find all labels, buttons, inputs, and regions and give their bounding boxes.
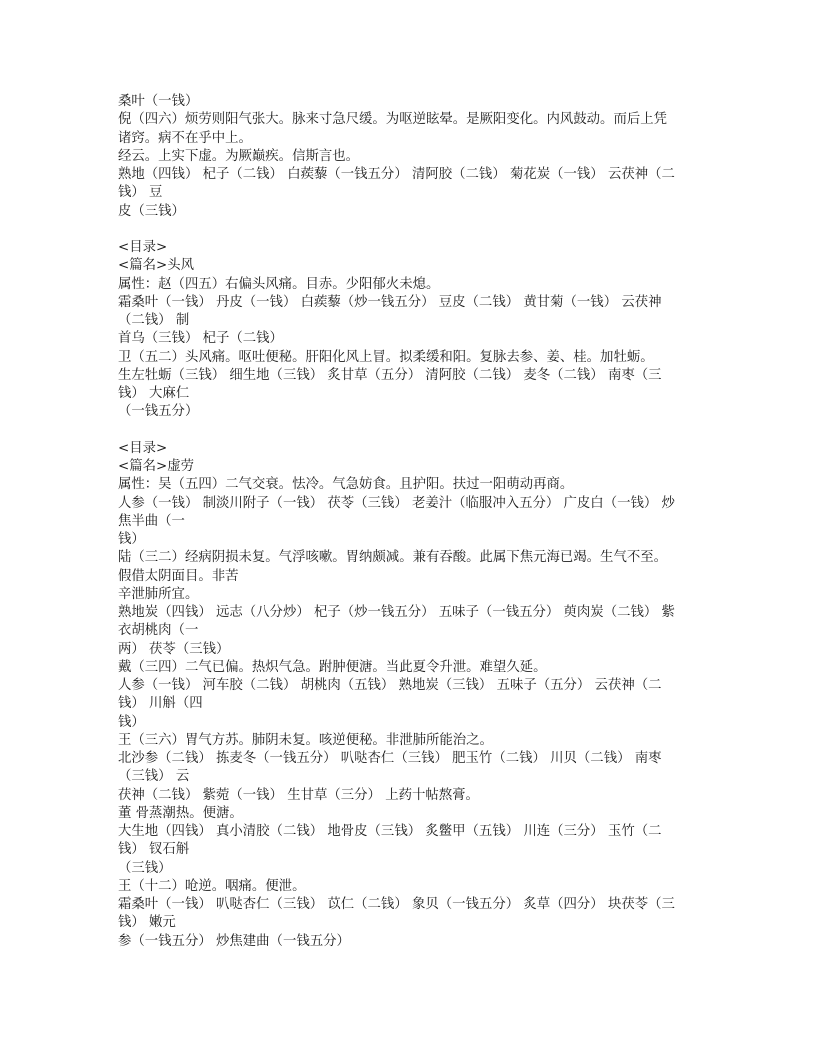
text-line: 倪（四六）烦劳则阳气张大。脉来寸急尺缓。为呕逆眩晕。是厥阳变化。内风鼓动。而后上凭 bbox=[118, 112, 668, 128]
text-line: （三钱） 云 bbox=[118, 769, 190, 785]
text-line: 钱） 大麻仁 bbox=[118, 386, 190, 401]
text-line: 钱） 川斛（四 bbox=[118, 696, 203, 712]
text-line: （三钱） bbox=[118, 860, 172, 876]
text-line: 属性：吴（五四）二气交衰。怯冷。气急妨食。且护阳。扶过一阳萌动再商。 bbox=[118, 477, 574, 493]
text-line: 陆（三二）经病阴损未复。气浮咳嗽。胃纳颇减。兼有吞酸。此属下焦元海已竭。生气不至。 bbox=[118, 550, 668, 566]
text-line: （二钱） 制 bbox=[118, 313, 190, 328]
toc-marker: <目录> bbox=[118, 440, 168, 456]
text-line: 衣胡桃肉（一 bbox=[118, 623, 199, 639]
text-line: 北沙参（二钱） 拣麦冬（一钱五分） 叭哒杏仁（三钱） 肥玉竹（二钱） 川贝（二钱） 南枣 bbox=[118, 751, 662, 766]
text-line: 属性：赵（四五）右偏头风痛。目赤。少阳郁火未熄。 bbox=[118, 276, 440, 292]
text-line: 卫（五二）头风痛。呕吐便秘。肝阳化风上冒。拟柔缓和阳。复脉去参、姜、桂。加牡蛎。 bbox=[118, 349, 654, 365]
text-line: 皮（三钱） bbox=[118, 203, 185, 219]
text-line: 戴（三四）二气已偏。热炽气急。跗肿便溏。当此夏令升泄。难望久延。 bbox=[118, 659, 547, 675]
text-line: 辛泄肺所宜。 bbox=[118, 586, 199, 602]
text-line: 茯神（二钱） 紫菀（一钱） 生甘草（三分） 上药十帖熬膏。 bbox=[118, 787, 479, 803]
text-line: 参（一钱五分） 炒焦建曲（一钱五分） bbox=[118, 933, 350, 949]
text-line: 霜桑叶（一钱） 叭哒杏仁（三钱） 苡仁（二钱） 象贝（一钱五分） 炙草（四分） 块茯苓（三 bbox=[118, 897, 675, 912]
text-line: 钱） 钗石斛 bbox=[118, 842, 190, 858]
section-title: <篇名>虚劳 bbox=[118, 459, 195, 474]
text-line: 霜桑叶（一钱） 丹皮（一钱） 白蒺藜（炒一钱五分） 豆皮（二钱） 黄甘菊（一钱） 云茯神 bbox=[118, 294, 662, 310]
text-line: 诸窍。病不在乎中上。 bbox=[118, 130, 252, 146]
blank-line bbox=[118, 221, 700, 239]
text-line: 人参（一钱） 制淡川附子（一钱） 茯苓（三钱） 老姜汁（临服冲入五分） 广皮白（一钱） 炒 bbox=[118, 495, 675, 511]
text-line: 焦半曲（一 bbox=[118, 513, 185, 529]
text-line: 首乌（三钱） 杞子（二钱） bbox=[118, 331, 283, 347]
text-line: 两） 茯苓（三钱） bbox=[118, 641, 230, 657]
text-line: 熟地（四钱） 杞子（二钱） 白蒺藜（一钱五分） 清阿胶（二钱） 菊花炭（一钱） 云茯神（二 bbox=[118, 167, 675, 182]
blank-line bbox=[118, 422, 700, 440]
text-line: 钱） bbox=[118, 714, 145, 730]
text-line: 董 骨蒸潮热。便溏。 bbox=[118, 805, 243, 821]
text-line: 王（三六）胃气方苏。肺阴未复。咳逆便秘。非泄肺所能治之。 bbox=[118, 732, 493, 748]
text-line: 生左牡蛎（三钱） 细生地（三钱） 炙甘草（五分） 清阿胶（二钱） 麦冬（二钱） 南枣（三 bbox=[118, 367, 662, 383]
text-line: 钱） 豆 bbox=[118, 185, 163, 201]
document-page bbox=[118, 93, 700, 951]
text-line: 人参（一钱） 河车胶（二钱） 胡桃肉（五钱） 熟地炭（三钱） 五味子（五分） 云茯神（二 bbox=[118, 678, 662, 693]
text-line: 钱） 嫩元 bbox=[118, 915, 176, 931]
text-line: 钱） bbox=[118, 532, 145, 547]
text-line: 桑叶（一钱） bbox=[118, 94, 199, 109]
text-line: 经云。上实下虚。为厥巅疾。信斯言也。 bbox=[118, 148, 360, 164]
text-line: 假借太阴面目。非苦 bbox=[118, 568, 239, 584]
toc-marker: <目录> bbox=[118, 240, 168, 255]
text-line: （一钱五分） bbox=[118, 404, 199, 420]
text-line: 熟地炭（四钱） 远志（八分炒） 杞子（炒一钱五分） 五味子（一钱五分） 萸肉炭（二钱） 紫 bbox=[118, 605, 675, 620]
text-line: 大生地（四钱） 真小清胶（二钱） 地骨皮（三钱） 炙鳖甲（五钱） 川连（三分） 玉竹（二 bbox=[118, 824, 662, 839]
section-title: <篇名>头风 bbox=[118, 258, 195, 274]
text-line: 王（十二）呛逆。咽痛。便泄。 bbox=[118, 878, 306, 894]
